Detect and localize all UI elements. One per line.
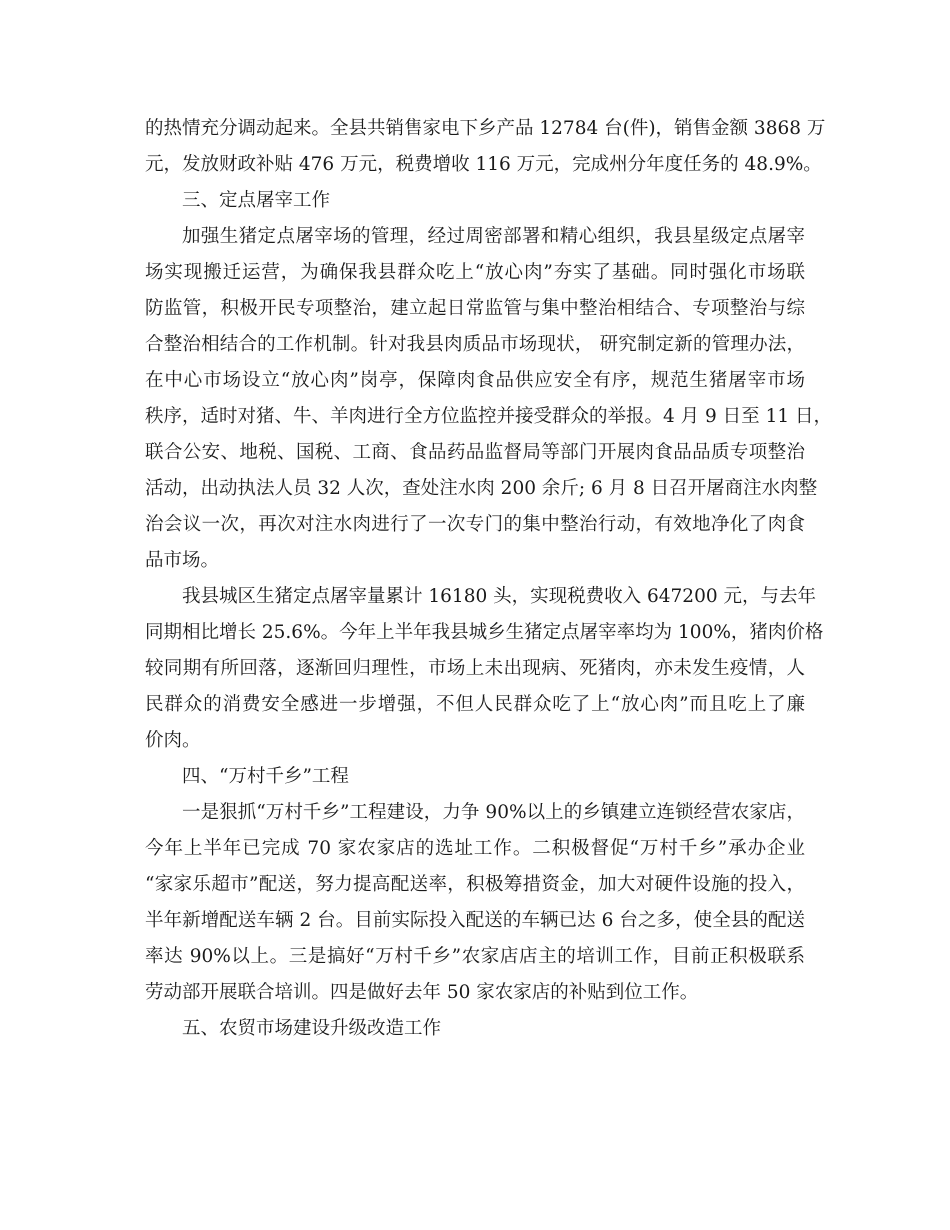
paragraph-line: 活动，出动执法人员 32 人次，查处注水肉 200 余斤; 6 月 8 日召开屠商注水肉整 (145, 478, 818, 499)
paragraph-line: 场实现搬迁运营，为确保我县群众吃上“放心肉”夯实了基础。同时强化市场联 (145, 262, 805, 283)
paragraph-line: 合整治相结合的工作机制。针对我县肉质品市场现状， 研究制定新的管理办法， (145, 334, 805, 355)
section-heading: 四、“万村千乡”工程 (182, 766, 349, 787)
paragraph-line: 率达 90%以上。三是搞好“万村千乡”农家店店主的培训工作，目前正积极联系 (145, 946, 805, 967)
paragraph-line: 今年上半年已完成 70 家农家店的选址工作。二积极督促“万村千乡”承办企业 (145, 838, 805, 859)
paragraph-line: 同期相比增长 25.6%。今年上半年我县城乡生猪定点屠宰率均为 100%，猪肉价格 (145, 622, 824, 643)
paragraph-line: 治会议一次，再次对注水肉进行了一次专门的集中整治行动，有效地净化了肉食 (145, 514, 805, 535)
paragraph-line: 民群众的消费安全感进一步增强，不但人民群众吃了上“放心肉”而且吃上了廉 (145, 694, 805, 715)
paragraph-line: 加强生猪定点屠宰场的管理，经过周密部署和精心组织，我县星级定点屠宰 (182, 226, 805, 247)
paragraph-line: 在中心市场设立“放心肉”岗亭，保障肉食品供应安全有序，规范生猪屠宰市场 (145, 370, 805, 391)
paragraph-line: 我县城区生猪定点屠宰量累计 16180 头，实现税费收入 647200 元，与去年 (182, 586, 816, 607)
paragraph-line: 一是狠抓“万村千乡”工程建设，力争 90%以上的乡镇建立连锁经营农家店， (182, 802, 805, 823)
paragraph-line: 较同期有所回落，逐渐回归理性，市场上未出现病、死猪肉，亦未发生疫情，人 (145, 658, 805, 679)
paragraph-line: “家家乐超市”配送，努力提高配送率，积极筹措资金，加大对硬件设施的投入， (145, 874, 805, 895)
section-heading: 五、农贸市场建设升级改造工作 (182, 1018, 442, 1039)
paragraph-line: 半年新增配送车辆 2 台。目前实际投入配送的车辆已达 6 台之多，使全县的配送 (145, 910, 805, 931)
paragraph-line: 联合公安、地税、国税、工商、食品药品监督局等部门开展肉食品品质专项整治 (145, 442, 805, 463)
paragraph-line: 价肉。 (145, 730, 201, 751)
section-heading: 三、定点屠宰工作 (182, 190, 331, 211)
paragraph-line: 的热情充分调动起来。全县共销售家电下乡产品 12784 台(件)，销售金额 3868 万 (145, 118, 826, 139)
paragraph-line: 防监管，积极开民专项整治，建立起日常监管与集中整治相结合、专项整治与综 (145, 298, 805, 319)
paragraph-line: 品市场。 (145, 550, 220, 571)
paragraph-line: 劳动部开展联合培训。四是做好去年 50 家农家店的补贴到位工作。 (145, 982, 699, 1003)
paragraph-line: 秩序，适时对猪、牛、羊肉进行全方位监控并接受群众的举报。4 月 9 日至 11 日， (145, 406, 832, 427)
paragraph-line: 元，发放财政补贴 476 万元，税费增收 116 万元，完成州分年度任务的 48.9%。 (145, 154, 822, 175)
